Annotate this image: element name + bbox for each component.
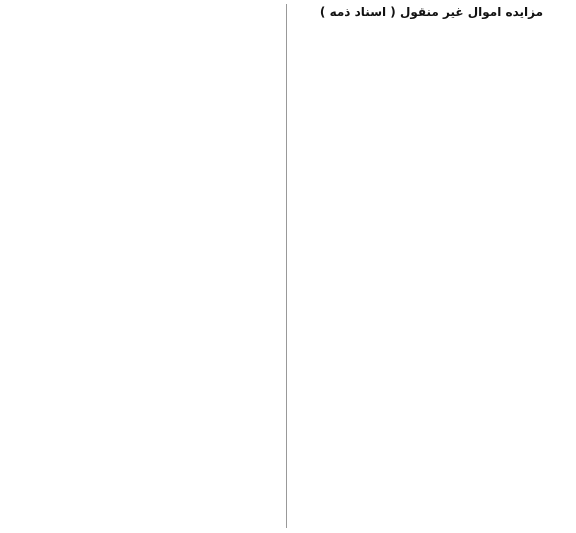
notice-column-right — [286, 4, 570, 528]
notice-title: مزایده اموال غیر منقول ( اسناد ذمه ) — [319, 5, 544, 19]
notice-column-left — [6, 4, 280, 528]
auction-notice — [6, 4, 570, 528]
